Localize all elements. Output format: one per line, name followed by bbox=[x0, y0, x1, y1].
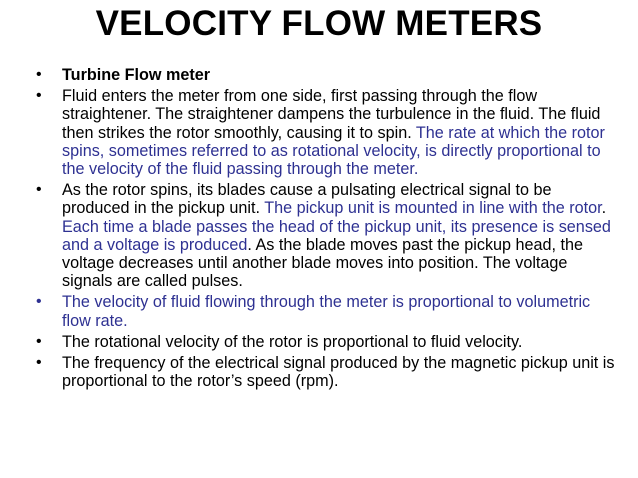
bullet-text: The frequency of the electrical signal produced by the magnetic pickup unit is proportional to the rotor’s speed (rpm). bbox=[62, 354, 615, 391]
bullet-text: Fluid enters the meter from one side, first passing through the flow straightener. The straightener dampens the turbulence in the fluid. The fluid then strikes the rotor smoothly, causing it to spin. bbox=[62, 87, 601, 142]
bullet-text: . bbox=[601, 199, 607, 218]
bullet-text: . As the blade moves past the pickup head, the voltage decreases until another blade moves into position. The voltage signals are called pulses. bbox=[62, 235, 584, 291]
bullet-item bbox=[36, 66, 616, 84]
bullet-highlight-text: The velocity of fluid flowing through the meter is proportional to volumetric flow rate. bbox=[62, 293, 591, 330]
bullet-marker: • bbox=[36, 354, 42, 372]
bullet-item bbox=[36, 87, 616, 178]
bullet-highlight-text: The pickup unit is mounted in line with the rotor bbox=[264, 199, 602, 218]
bullet-marker: • bbox=[36, 332, 42, 350]
bullet-highlight-text: The rate at which the rotor spins, sometimes referred to as rotational velocity, is directly proportional to the velocity of the fluid passing through the meter. bbox=[62, 123, 605, 179]
bullet-heading: Turbine Flow meter bbox=[62, 66, 211, 84]
bullet-item bbox=[36, 293, 616, 329]
bullet-item bbox=[36, 333, 616, 351]
bullet-list bbox=[36, 66, 616, 393]
bullet-text: The rotational velocity of the rotor is proportional to fluid velocity. bbox=[62, 332, 523, 351]
bullet-text: As the rotor spins, its blades cause a pulsating electrical signal to be produced in the pickup unit. bbox=[62, 181, 552, 218]
bullet-highlight-text: Each time a blade passes the head of the pickup unit, its presence is sensed and a voltage is produced bbox=[62, 217, 611, 254]
bullet-item bbox=[36, 181, 616, 290]
bullet-marker: • bbox=[36, 66, 42, 83]
bullet-marker: • bbox=[36, 293, 42, 311]
bullet-item bbox=[36, 354, 616, 390]
bullet-marker: • bbox=[36, 87, 42, 105]
bullet-marker: • bbox=[36, 181, 42, 199]
slide-title: VELOCITY FLOW METERS bbox=[95, 4, 543, 43]
